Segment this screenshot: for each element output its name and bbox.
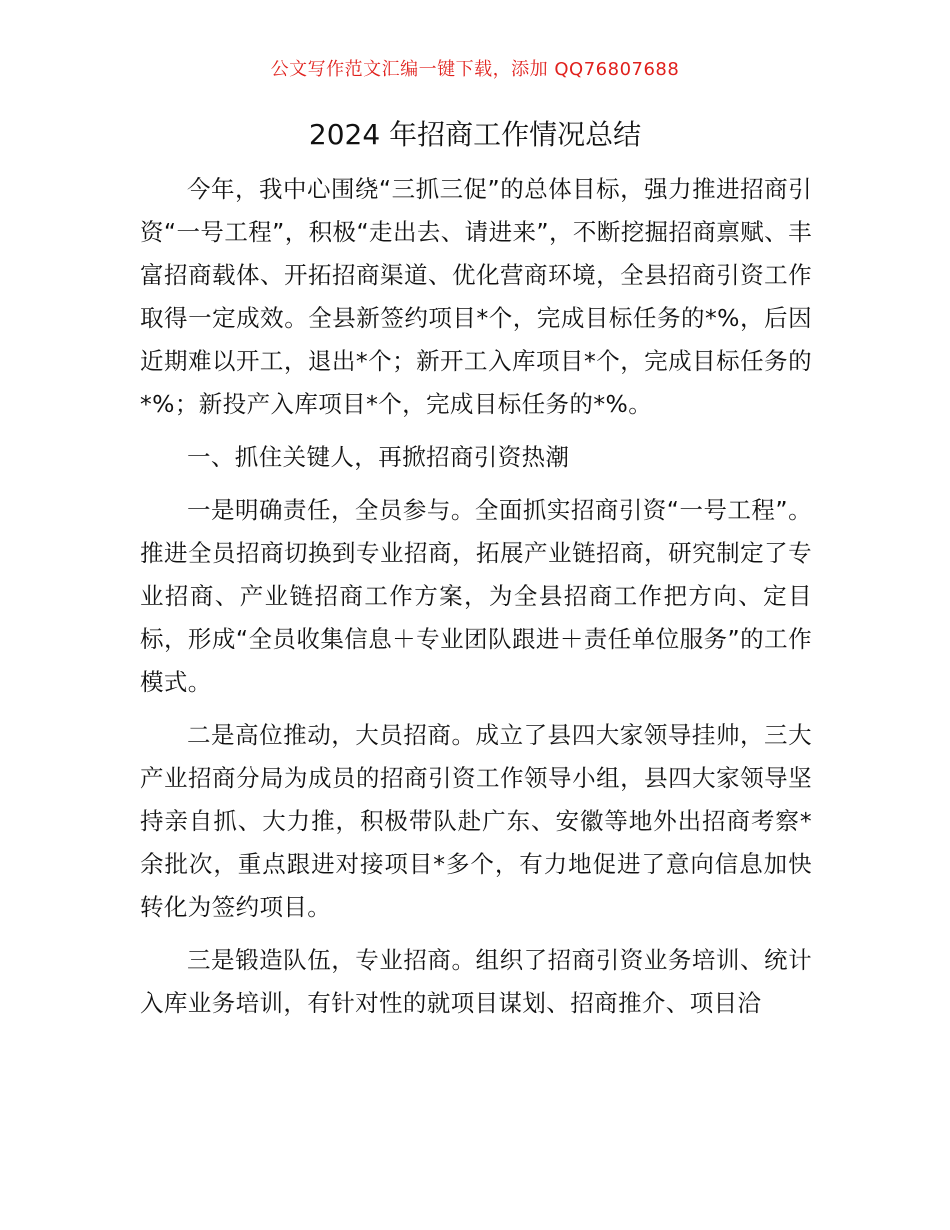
- paragraph-item-3: 三是锻造队伍，专业招商。组织了招商引资业务培训、统计入库业务培训，有针对性的就项目谋划、招商推介、项目洽: [140, 946, 812, 1017]
- document-title: 2024 年招商工作情况总结: [308, 118, 642, 151]
- download-promo-note: 公文写作范文汇编一键下载，添加 QQ76807688: [270, 59, 680, 80]
- paragraph-item-2: 二是高位推动，大员招商。成立了县四大家领导挂帅，三大产业招商分局为成员的招商引资工作领导小组，县四大家领导坚持亲自抓、大力推，积极带队赴广东、安徽等地外出招商考察*余批次，重点跟进对接项目*多个，有力地促进了意向信息加快转化为签约项目。: [140, 721, 812, 921]
- paragraph-item-1: 一是明确责任，全员参与。全面抓实招商引资“一号工程”。推进全员招商切换到专业招商，拓展产业链招商，研究制定了专业招商、产业链招商工作方案，为全县招商工作把方向、定目标，形成“全员收集信息＋专业团队跟进＋责任单位服务”的工作模式。: [140, 496, 812, 696]
- section-heading-1: 一、抓住关键人，再掀招商引资热潮: [187, 443, 570, 471]
- intro-paragraph: 今年，我中心围绕“三抓三促”的总体目标，强力推进招商引资“一号工程”，积极“走出去、请进来”，不断挖掘招商禀赋、丰富招商载体、开拓招商渠道、优化营商环境，全县招商引资工作取得一定成效。全县新签约项目*个，完成目标任务的*%，后因近期难以开工，退出*个；新开工入库项目*个，完成目标任务的*%；新投产入库项目*个，完成目标任务的*%。: [140, 175, 812, 418]
- document-body: [140, 168, 812, 1025]
